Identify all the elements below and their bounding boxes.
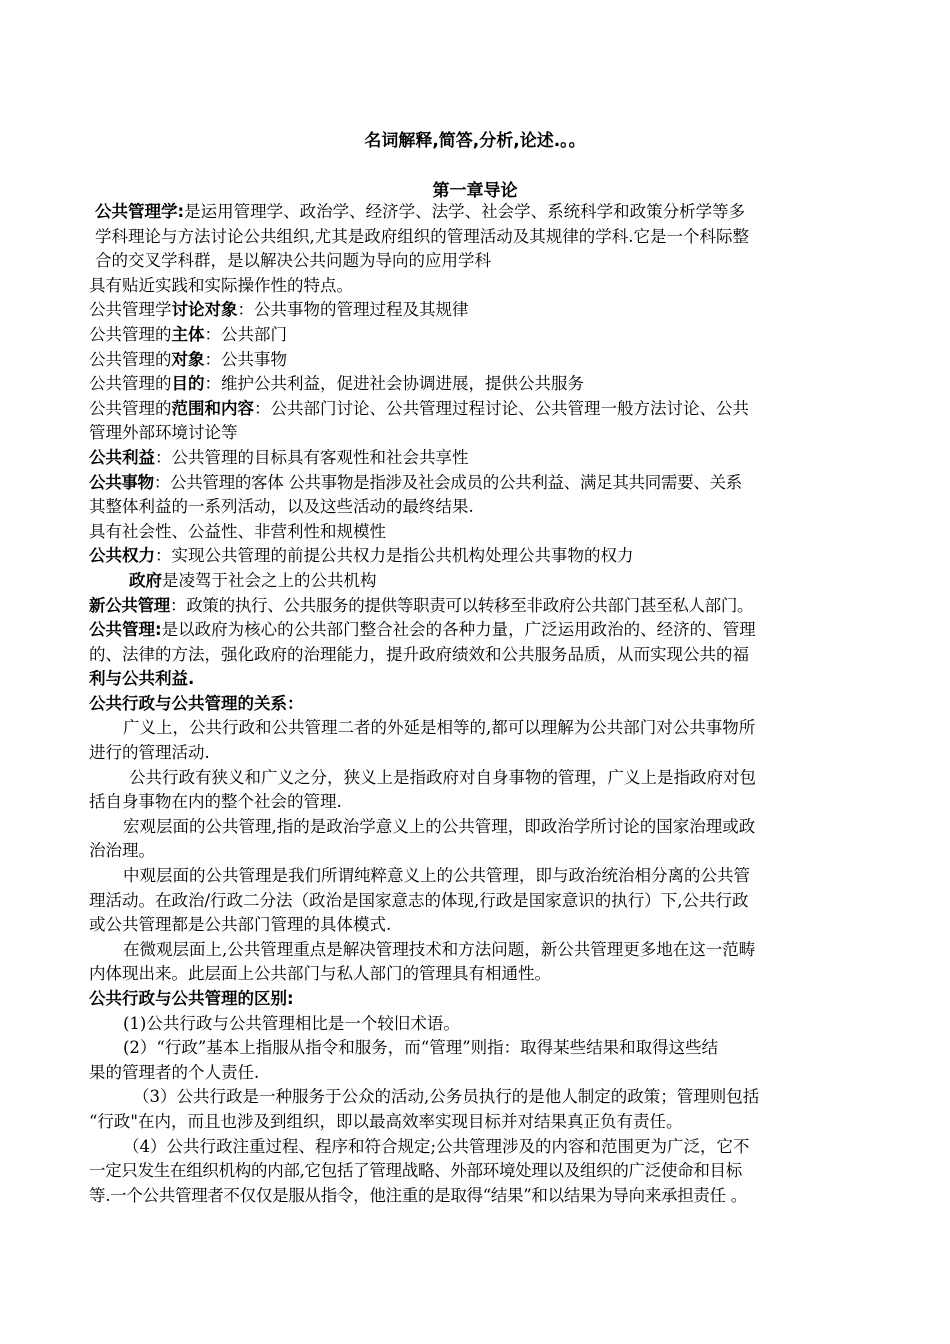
section-heading-difference: 公共行政与公共管理的区别: <box>89 989 294 1008</box>
paragraph-line: 一定只发生在组织机构的内部,它包括了管理战略、外部环境处理以及组织的广泛使命和目标 <box>89 1161 742 1181</box>
definition-government <box>89 569 879 594</box>
definition-public-management-science <box>89 200 879 225</box>
prefix: 公共管理的 <box>89 349 172 369</box>
prefix: 公共管理的 <box>89 398 172 418</box>
term: 公共事物 <box>89 472 154 492</box>
prefix: 公共管理的 <box>89 324 172 344</box>
text: ：公共管理的客体 公共事物是指涉及社会成员的公共利益、满足其共同需要、关系 <box>153 472 742 492</box>
text: ：政策的执行、公共服务的提供等职责可以转移至非政府公共部门甚至私人部门。 <box>170 595 754 615</box>
paragraph-line: 公共行政有狭义和广义之分，狭义上是指政府对自身事物的管理，广义上是指政府对包 <box>129 767 756 787</box>
paragraph-line: 的、法律的方法，强化政府的治理能力，提升政府绩效和公共服务品质，从而实现公共的福 <box>89 644 749 664</box>
text: ：公共事物的管理过程及其规律 <box>237 300 469 320</box>
list-item: (1)公共行政与公共管理相比是一个较旧术语。 <box>123 1013 460 1033</box>
paragraph-line: 管理外部环境讨论等 <box>89 423 238 443</box>
text: ：公共部门讨论、公共管理过程讨论、公共管理一般方法讨论、公共 <box>254 398 749 418</box>
definition-scope <box>89 397 879 422</box>
paragraph-line: 合的交叉学科群，是以解决公共问题为导向的应用学科 <box>95 251 491 271</box>
paragraph-line: 利与公共利益. <box>89 669 195 689</box>
text: ：维护公共利益，促进社会协调进展，提供公共服务 <box>204 374 584 394</box>
paragraph-line: 具有社会性、公益性、非营利性和规模性 <box>89 521 386 541</box>
paragraph-line: 或公共管理都是公共部门管理的具体模式. <box>89 915 392 935</box>
definition-public-affairs <box>89 471 879 496</box>
paragraph-line: 在微观层面上,公共管理重点是解决管理技术和方法问题，新公共管理更多地在这一范畴 <box>123 939 756 959</box>
paragraph-line: 其整体利益的一系列活动，以及这些活动的最终结果. <box>89 497 474 517</box>
list-item: （3）公共行政是一种服务于公众的活动,公务员执行的是他人制定的政策；管理则包括 <box>133 1087 760 1107</box>
prefix: 公共管理学 <box>89 300 172 320</box>
text: ：公共部门 <box>204 324 287 344</box>
paragraph-line: “行政"在内，而且也涉及到组织，即以最高效率实现目标并对结果真正负有责任。 <box>89 1111 683 1131</box>
text: ：公共管理的目标具有客观性和社会共享性 <box>155 447 469 467</box>
term: 对象 <box>171 349 205 369</box>
paragraph-line: 广义上，公共行政和公共管理二者的外延是相等的,都可以理解为公共部门对公共事物所 <box>123 718 756 738</box>
term: 公共利益 <box>89 447 155 467</box>
definition-object <box>89 348 879 373</box>
term: 公共权力 <box>89 546 155 566</box>
definition-research-object <box>89 298 879 323</box>
text: 是以政府为核心的公共部门整合社会的各种力量，广泛运用政治的、经济的、管理 <box>161 620 756 640</box>
definition-public-management <box>89 618 879 643</box>
text: 是运用管理学、政治学、经济学、法学、社会学、系统科学和政策分析学等多 <box>184 202 746 221</box>
text: ：公共事物 <box>204 349 287 369</box>
paragraph-line: 理活动。在政治/行政二分法（政治是国家意志的体现,行政是国家意识的执行）下,公共行政 <box>89 890 749 910</box>
paragraph-line: 等.一个公共管理者不仅仅是服从指令，他注重的是取得“结果”和以结果为导向来承担责任 。 <box>89 1185 747 1205</box>
chapter-title: 第一章导论 <box>432 181 518 201</box>
term: 公共管理学: <box>95 202 185 221</box>
term: 新公共管理 <box>89 595 171 615</box>
document-title: 名词解释,简答,分析,论述.。。 <box>364 131 586 151</box>
paragraph-line: 果的管理者的个人责任. <box>89 1062 260 1082</box>
definition-subject <box>89 323 879 348</box>
paragraph-line: 进行的管理活动. <box>89 743 210 763</box>
term: 政府 <box>129 570 162 590</box>
paragraph-line: 具有贴近实践和实际操作性的特点。 <box>89 275 353 295</box>
term: 目的 <box>171 374 205 394</box>
list-item: (2）“行政”基本上指服从指令和服务，而“管理”则指：取得某些结果和取得这些结 <box>123 1038 719 1058</box>
term: 公共管理: <box>89 620 162 640</box>
document-body <box>89 200 879 1208</box>
term: 讨论对象 <box>171 300 238 320</box>
definition-purpose <box>89 372 879 397</box>
term: 范围和内容 <box>171 398 254 418</box>
list-item: （4）公共行政注重过程、程序和符合规定;公共管理涉及的内容和范围更为广泛，它不 <box>123 1136 750 1156</box>
definition-public-power <box>89 544 879 569</box>
prefix: 公共管理的 <box>89 374 172 394</box>
paragraph-line: 中观层面的公共管理是我们所谓纯粹意义上的公共管理，即与政治统治相分离的公共管 <box>123 866 750 886</box>
text: 是凌驾于社会之上的公共机构 <box>162 570 377 590</box>
paragraph-line: 括自身事物在内的整个社会的管理. <box>89 792 342 812</box>
paragraph-line: 内体现出来。此层面上公共部门与私人部门的管理具有相通性。 <box>89 964 551 984</box>
definition-public-interest <box>89 446 879 471</box>
term: 主体 <box>171 324 205 344</box>
paragraph-line: 治治理。 <box>89 841 155 861</box>
paragraph-line: 学科理论与方法讨论公共组织,尤其是政府组织的管理活动及其规律的学科.它是一个科际整 <box>95 226 749 246</box>
paragraph-line: 宏观层面的公共管理,指的是政治学意义上的公共管理，即政治学所讨论的国家治理或政 <box>123 816 756 836</box>
definition-new-public-management <box>89 594 879 619</box>
section-heading-relation: 公共行政与公共管理的关系： <box>89 693 304 713</box>
text: ：实现公共管理的前提公共权力是指公共机构处理公共事物的权力 <box>155 546 634 566</box>
